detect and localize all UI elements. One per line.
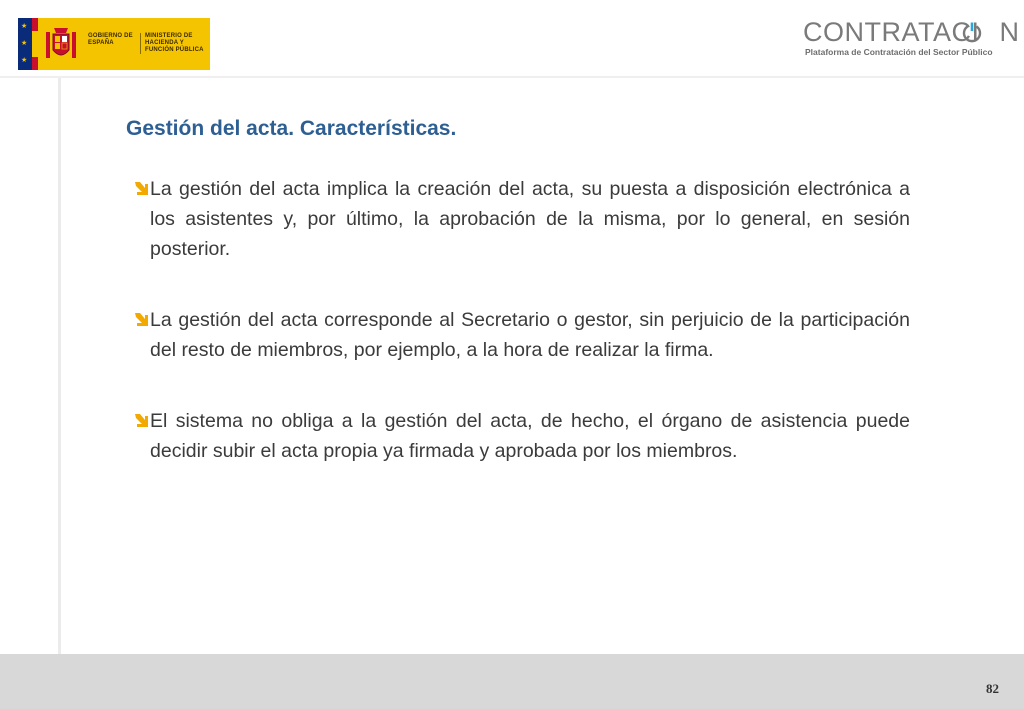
bullet-item bbox=[132, 174, 910, 264]
flag-red-bottom bbox=[32, 57, 38, 70]
star-icon: ★ bbox=[21, 40, 28, 47]
bullet-list bbox=[132, 174, 910, 507]
bullet-text: El sistema no obliga a la gestión del acta, de hecho, el órgano de asistencia puede decidir subir el acta propia ya firmada y aprobada por los miembros. bbox=[150, 410, 910, 462]
gov-logo-text-ministry: MINISTERIO DE HACIENDA Y FUNCIÓN PÚBLICA bbox=[140, 33, 213, 54]
contratacion-logo-title bbox=[803, 16, 1020, 48]
logo-title-part2: N bbox=[999, 17, 1020, 47]
contratacion-logo bbox=[803, 16, 1020, 60]
bullet-text: La gestión del acta implica la creación del acta, su puesta a disposición electrónica a los asistentes y, por último, la aprobación de la misma, por lo general, en sesión posterior. bbox=[150, 178, 910, 260]
arrow-bullet-icon bbox=[132, 180, 150, 198]
star-icon: ★ bbox=[21, 23, 28, 30]
star-icon: ★ bbox=[21, 57, 28, 64]
bullet-item bbox=[132, 406, 910, 466]
footer-bar bbox=[0, 654, 1024, 709]
bullet-item bbox=[132, 305, 910, 365]
gov-logo-text-government: GOBIERNO DE ESPAÑA bbox=[88, 33, 133, 46]
bullet-text: La gestión del acta corresponde al Secretario o gestor, sin perjuicio de la participación del resto de miembros, por ejemplo, a la hora de realizar la firma. bbox=[150, 309, 910, 361]
arrow-bullet-icon bbox=[132, 412, 150, 430]
left-margin-rule bbox=[58, 78, 61, 654]
slide-title: Gestión del acta. Características. bbox=[126, 117, 457, 140]
flag-red-top bbox=[32, 18, 38, 31]
header-divider bbox=[0, 76, 1024, 78]
contratacion-logo-subtitle: Plataforma de Contratación del Sector Público bbox=[805, 47, 993, 57]
page-number: 82 bbox=[986, 681, 999, 696]
arrow-bullet-icon bbox=[132, 311, 150, 329]
eu-flag-strip bbox=[18, 18, 32, 70]
coat-of-arms-icon bbox=[44, 24, 78, 64]
logo-title-part1: CONTRATACI bbox=[803, 17, 980, 47]
government-logo bbox=[18, 18, 210, 70]
power-icon bbox=[961, 21, 983, 43]
